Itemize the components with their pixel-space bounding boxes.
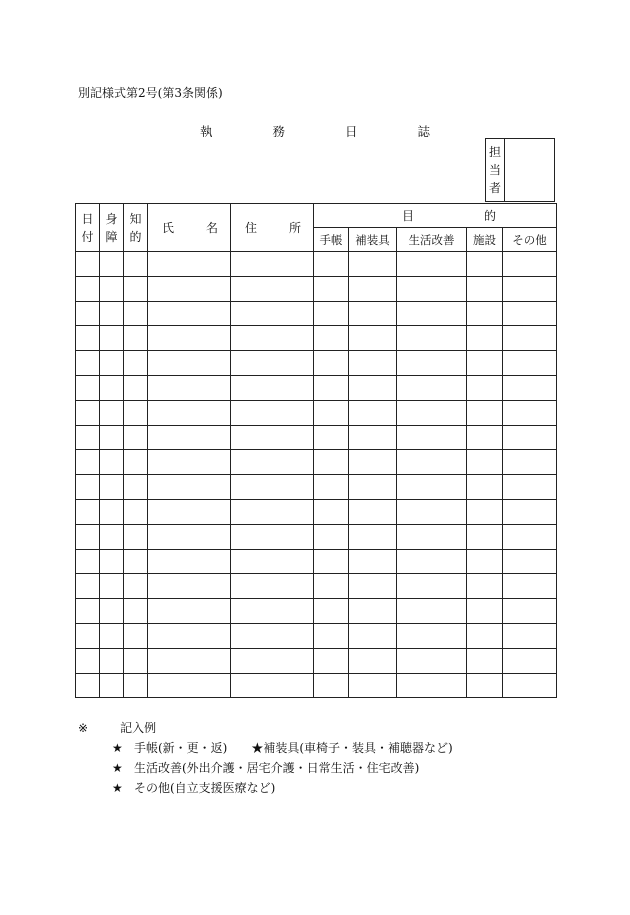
- table-cell[interactable]: [314, 276, 349, 301]
- table-cell[interactable]: [503, 450, 557, 475]
- person-in-charge-field[interactable]: [505, 139, 554, 201]
- table-cell[interactable]: [349, 326, 397, 351]
- table-cell[interactable]: [503, 252, 557, 277]
- document-title: [200, 122, 430, 140]
- title-char: 誌: [417, 124, 430, 139]
- table-cell[interactable]: [314, 351, 349, 376]
- table-cell[interactable]: [76, 499, 100, 524]
- table-row: [76, 524, 557, 549]
- table-cell[interactable]: [467, 301, 503, 326]
- table-cell[interactable]: [76, 351, 100, 376]
- table-cell[interactable]: [314, 499, 349, 524]
- table-cell[interactable]: [100, 524, 124, 549]
- table-cell[interactable]: [76, 252, 100, 277]
- table-cell[interactable]: [314, 252, 349, 277]
- table-cell[interactable]: [231, 499, 314, 524]
- person-in-charge-box: [485, 138, 555, 202]
- table-cell[interactable]: [349, 450, 397, 475]
- table-cell[interactable]: [76, 450, 100, 475]
- table-cell[interactable]: [148, 326, 231, 351]
- table-cell[interactable]: [503, 400, 557, 425]
- table-cell[interactable]: [397, 574, 467, 599]
- log-table-body: [76, 252, 557, 698]
- subheader-assistive-device: 補装具: [349, 228, 397, 252]
- table-row: [76, 673, 557, 698]
- table-cell[interactable]: [100, 599, 124, 624]
- subheader-other: その他: [503, 228, 557, 252]
- table-cell[interactable]: [76, 673, 100, 698]
- table-cell[interactable]: [397, 599, 467, 624]
- table-cell[interactable]: [397, 425, 467, 450]
- table-cell[interactable]: [231, 673, 314, 698]
- table-cell[interactable]: [76, 425, 100, 450]
- table-cell[interactable]: [503, 574, 557, 599]
- table-cell[interactable]: [314, 475, 349, 500]
- table-cell[interactable]: [503, 599, 557, 624]
- table-cell[interactable]: [231, 450, 314, 475]
- table-cell[interactable]: [467, 252, 503, 277]
- table-cell[interactable]: [397, 673, 467, 698]
- table-cell[interactable]: [467, 400, 503, 425]
- table-cell[interactable]: [76, 475, 100, 500]
- table-cell[interactable]: [314, 623, 349, 648]
- table-cell[interactable]: [148, 252, 231, 277]
- table-cell[interactable]: [397, 475, 467, 500]
- header-purpose: 目 的: [314, 204, 557, 228]
- header-physical-disability: 身 障: [100, 204, 124, 252]
- table-cell[interactable]: [397, 499, 467, 524]
- table-cell[interactable]: [100, 623, 124, 648]
- table-row: [76, 549, 557, 574]
- table-cell[interactable]: [397, 450, 467, 475]
- table-row: [76, 648, 557, 673]
- table-cell[interactable]: [314, 549, 349, 574]
- table-cell[interactable]: [503, 375, 557, 400]
- note-mark: ※: [78, 721, 89, 735]
- table-cell[interactable]: [231, 252, 314, 277]
- table-cell[interactable]: [467, 351, 503, 376]
- table-cell[interactable]: [231, 326, 314, 351]
- title-char: 執: [200, 124, 213, 139]
- table-cell[interactable]: [100, 276, 124, 301]
- table-cell[interactable]: [397, 301, 467, 326]
- table-cell[interactable]: [503, 499, 557, 524]
- table-cell[interactable]: [148, 549, 231, 574]
- table-cell[interactable]: [503, 524, 557, 549]
- table-cell[interactable]: [124, 252, 148, 277]
- table-cell[interactable]: [148, 425, 231, 450]
- title-char: 務: [272, 124, 285, 139]
- table-cell[interactable]: [124, 351, 148, 376]
- table-cell[interactable]: [397, 326, 467, 351]
- table-cell[interactable]: [124, 648, 148, 673]
- table-cell[interactable]: [76, 375, 100, 400]
- table-cell[interactable]: [349, 301, 397, 326]
- table-cell[interactable]: [314, 673, 349, 698]
- table-cell[interactable]: [467, 375, 503, 400]
- table-cell[interactable]: [349, 276, 397, 301]
- table-cell[interactable]: [397, 252, 467, 277]
- table-cell[interactable]: [148, 301, 231, 326]
- table-cell[interactable]: [314, 326, 349, 351]
- table-cell[interactable]: [148, 599, 231, 624]
- table-cell[interactable]: [503, 623, 557, 648]
- table-cell[interactable]: [124, 499, 148, 524]
- table-cell[interactable]: [124, 574, 148, 599]
- table-row: [76, 375, 557, 400]
- table-cell[interactable]: [100, 574, 124, 599]
- table-cell[interactable]: [124, 326, 148, 351]
- note-item: ★ 手帳(新・更・返) ★補装具(車椅子・装具・補聴器など): [78, 738, 453, 758]
- table-cell[interactable]: [124, 475, 148, 500]
- header-date: 日 付: [76, 204, 100, 252]
- table-row: [76, 574, 557, 599]
- table-cell[interactable]: [467, 574, 503, 599]
- table-cell[interactable]: [349, 475, 397, 500]
- table-cell[interactable]: [397, 623, 467, 648]
- table-cell[interactable]: [124, 400, 148, 425]
- table-cell[interactable]: [503, 301, 557, 326]
- table-cell[interactable]: [148, 450, 231, 475]
- table-cell[interactable]: [148, 524, 231, 549]
- table-cell[interactable]: [231, 623, 314, 648]
- table-cell[interactable]: [100, 425, 124, 450]
- star-icon: ★: [112, 761, 123, 775]
- table-cell[interactable]: [76, 574, 100, 599]
- table-cell[interactable]: [100, 400, 124, 425]
- table-cell[interactable]: [503, 648, 557, 673]
- table-cell[interactable]: [231, 375, 314, 400]
- table-cell[interactable]: [76, 524, 100, 549]
- table-cell[interactable]: [349, 375, 397, 400]
- form-reference: 別記様式第2号(第3条関係): [78, 86, 223, 100]
- table-cell[interactable]: [100, 450, 124, 475]
- table-cell[interactable]: [467, 549, 503, 574]
- table-cell[interactable]: [397, 276, 467, 301]
- table-row: [76, 252, 557, 277]
- subheader-facility: 施設: [467, 228, 503, 252]
- table-cell[interactable]: [503, 351, 557, 376]
- table-row: [76, 326, 557, 351]
- star-icon: ★: [112, 781, 123, 795]
- table-cell[interactable]: [100, 375, 124, 400]
- table-cell[interactable]: [397, 375, 467, 400]
- header-name: 氏 名: [148, 204, 231, 252]
- table-cell[interactable]: [231, 400, 314, 425]
- table-cell[interactable]: [349, 524, 397, 549]
- table-cell[interactable]: [314, 599, 349, 624]
- table-cell[interactable]: [467, 425, 503, 450]
- table-row: [76, 499, 557, 524]
- table-cell[interactable]: [231, 648, 314, 673]
- table-cell[interactable]: [124, 450, 148, 475]
- table-cell[interactable]: [100, 499, 124, 524]
- table-cell[interactable]: [231, 425, 314, 450]
- table-cell[interactable]: [100, 475, 124, 500]
- table-cell[interactable]: [397, 549, 467, 574]
- table-cell[interactable]: [397, 400, 467, 425]
- table-cell[interactable]: [467, 599, 503, 624]
- table-cell[interactable]: [76, 276, 100, 301]
- table-cell[interactable]: [349, 648, 397, 673]
- table-cell[interactable]: [148, 648, 231, 673]
- table-cell[interactable]: [503, 425, 557, 450]
- table-cell[interactable]: [314, 375, 349, 400]
- table-cell[interactable]: [349, 549, 397, 574]
- table-cell[interactable]: [148, 375, 231, 400]
- table-cell[interactable]: [76, 549, 100, 574]
- table-cell[interactable]: [76, 623, 100, 648]
- table-cell[interactable]: [349, 574, 397, 599]
- table-cell[interactable]: [349, 400, 397, 425]
- table-cell[interactable]: [467, 326, 503, 351]
- table-row: [76, 599, 557, 624]
- table-row: [76, 450, 557, 475]
- table-cell[interactable]: [148, 574, 231, 599]
- table-cell[interactable]: [124, 673, 148, 698]
- table-cell[interactable]: [314, 648, 349, 673]
- table-cell[interactable]: [148, 673, 231, 698]
- note-item: ★ その他(自立支援医療など): [78, 778, 453, 798]
- table-cell[interactable]: [467, 524, 503, 549]
- table-cell[interactable]: [124, 375, 148, 400]
- table-cell[interactable]: [397, 351, 467, 376]
- table-cell[interactable]: [314, 301, 349, 326]
- table-cell[interactable]: [467, 276, 503, 301]
- table-row: [76, 276, 557, 301]
- table-cell[interactable]: [124, 425, 148, 450]
- table-cell[interactable]: [467, 648, 503, 673]
- note-heading: 記入例: [120, 721, 157, 735]
- table-row: [76, 623, 557, 648]
- table-cell[interactable]: [314, 425, 349, 450]
- header-address: 住 所: [231, 204, 314, 252]
- table-cell[interactable]: [76, 400, 100, 425]
- table-cell[interactable]: [231, 524, 314, 549]
- table-cell[interactable]: [100, 326, 124, 351]
- table-cell[interactable]: [231, 351, 314, 376]
- table-cell[interactable]: [467, 499, 503, 524]
- table-cell[interactable]: [503, 326, 557, 351]
- table-cell[interactable]: [76, 599, 100, 624]
- table-cell[interactable]: [100, 549, 124, 574]
- table-cell[interactable]: [231, 574, 314, 599]
- table-cell[interactable]: [349, 425, 397, 450]
- table-cell[interactable]: [314, 450, 349, 475]
- table-cell[interactable]: [100, 648, 124, 673]
- notes-section: [78, 718, 453, 798]
- table-cell[interactable]: [76, 326, 100, 351]
- table-cell[interactable]: [503, 276, 557, 301]
- subheader-handbook: 手帳: [314, 228, 349, 252]
- table-cell[interactable]: [100, 351, 124, 376]
- table-cell[interactable]: [148, 499, 231, 524]
- table-cell[interactable]: [76, 301, 100, 326]
- table-cell[interactable]: [397, 648, 467, 673]
- table-row: [76, 475, 557, 500]
- table-cell[interactable]: [148, 475, 231, 500]
- table-cell[interactable]: [349, 351, 397, 376]
- table-cell[interactable]: [148, 276, 231, 301]
- person-in-charge-label: 担 当 者: [486, 139, 505, 201]
- table-cell[interactable]: [148, 623, 231, 648]
- table-row: [76, 351, 557, 376]
- title-char: 日: [344, 124, 358, 139]
- table-cell[interactable]: [349, 252, 397, 277]
- table-row: [76, 425, 557, 450]
- subheader-life-improvement: 生活改善: [397, 228, 467, 252]
- table-cell[interactable]: [100, 252, 124, 277]
- table-cell[interactable]: [231, 599, 314, 624]
- star-icon: ★: [112, 741, 123, 755]
- table-cell[interactable]: [467, 450, 503, 475]
- table-cell[interactable]: [231, 549, 314, 574]
- table-cell[interactable]: [314, 400, 349, 425]
- table-cell[interactable]: [231, 276, 314, 301]
- table-cell[interactable]: [349, 599, 397, 624]
- table-cell[interactable]: [148, 400, 231, 425]
- table-cell[interactable]: [349, 673, 397, 698]
- table-row: [76, 400, 557, 425]
- table-cell[interactable]: [124, 276, 148, 301]
- table-cell[interactable]: [148, 351, 231, 376]
- table-cell[interactable]: [124, 599, 148, 624]
- table-cell[interactable]: [467, 673, 503, 698]
- log-table: [75, 203, 557, 698]
- note-item: ★ 生活改善(外出介護・居宅介護・日常生活・住宅改善): [78, 758, 453, 778]
- table-cell[interactable]: [124, 524, 148, 549]
- table-cell[interactable]: [231, 301, 314, 326]
- table-cell[interactable]: [314, 574, 349, 599]
- table-cell[interactable]: [100, 673, 124, 698]
- table-cell[interactable]: [124, 623, 148, 648]
- table-cell[interactable]: [231, 475, 314, 500]
- table-cell[interactable]: [124, 301, 148, 326]
- table-cell[interactable]: [124, 549, 148, 574]
- table-cell[interactable]: [503, 673, 557, 698]
- table-cell[interactable]: [467, 623, 503, 648]
- table-cell[interactable]: [349, 499, 397, 524]
- table-cell[interactable]: [100, 301, 124, 326]
- table-cell[interactable]: [397, 524, 467, 549]
- table-cell[interactable]: [503, 549, 557, 574]
- table-cell[interactable]: [503, 475, 557, 500]
- table-cell[interactable]: [314, 524, 349, 549]
- table-cell[interactable]: [467, 475, 503, 500]
- table-cell[interactable]: [349, 623, 397, 648]
- header-intellectual-disability: 知 的: [124, 204, 148, 252]
- table-cell[interactable]: [76, 648, 100, 673]
- table-row: [76, 301, 557, 326]
